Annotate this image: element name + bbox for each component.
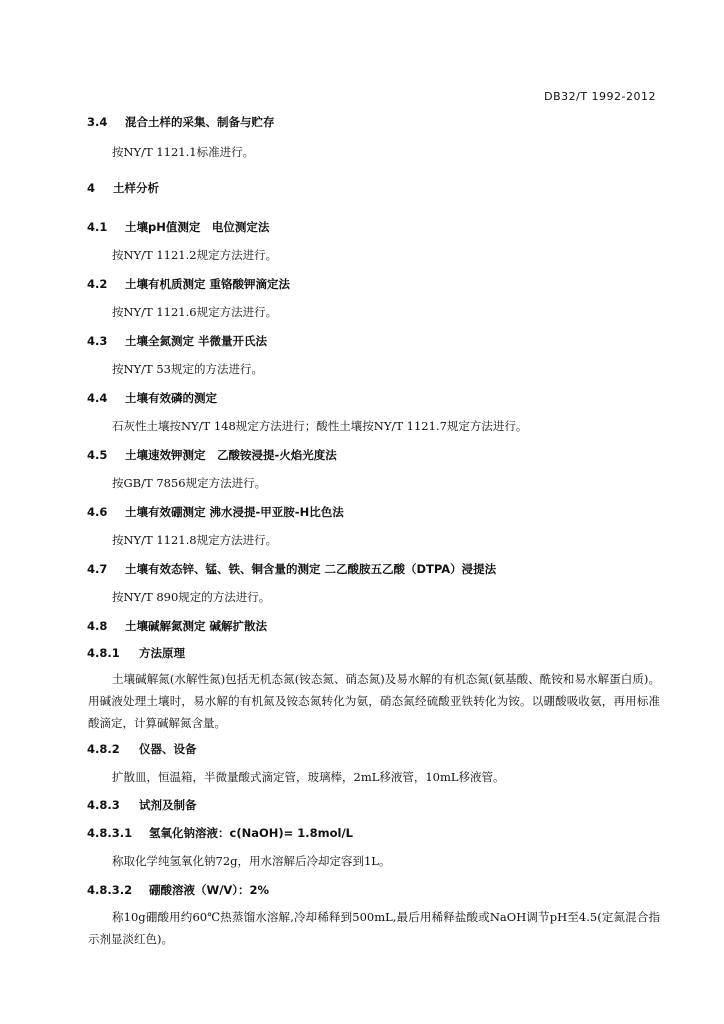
section-heading-4-4: [87, 390, 217, 406]
section-heading-4-8: [87, 618, 267, 634]
section-number: 4: [87, 181, 96, 195]
section-heading-4: [87, 180, 159, 196]
section-number: 4.4: [87, 391, 108, 405]
section-title: 试剂及制备: [139, 798, 197, 812]
section-body-4-3: 按NY/T 53规定的方法进行。: [112, 362, 263, 376]
section-number: 4.2: [87, 277, 108, 291]
section-heading-4-8-3-2: [87, 882, 269, 898]
document-code: DB32/T 1992-2012: [544, 90, 656, 103]
section-heading-4-8-3: [87, 797, 197, 813]
section-body-4-6: 按NY/T 1121.8规定方法进行。: [112, 533, 278, 547]
section-body-4-2: 按NY/T 1121.6规定方法进行。: [112, 305, 278, 319]
section-body-4-8-3-1: 称取化学纯氢氧化钠72g，用水溶解后冷却定容到1L。: [112, 854, 391, 868]
section-body-4-5: 按GB/T 7856规定方法进行。: [112, 476, 267, 490]
section-title: 硼酸溶液（W/V）：2%: [149, 883, 270, 897]
section-heading-4-7: [87, 561, 496, 577]
section-title: 土壤速效钾测定 乙酸铵浸提-火焰光度法: [125, 448, 337, 462]
section-heading-4-8-1: [87, 645, 185, 661]
section-title: 土壤全氮测定 半微量开氏法: [125, 334, 268, 348]
section-title: 土壤有效磷的测定: [125, 391, 218, 405]
section-title: 氢氧化钠溶液：c(NaOH)= 1.8mol/L: [149, 826, 353, 840]
section-number: 4.7: [87, 562, 108, 576]
section-number: 4.1: [87, 220, 108, 234]
section-body-3-4: 按NY/T 1121.1标准进行。: [112, 145, 255, 159]
section-number: 3.4: [87, 115, 108, 129]
section-heading-4-5: [87, 447, 337, 463]
section-heading-4-8-2: [87, 741, 197, 757]
section-title: 土壤有机质测定 重铬酸钾滴定法: [125, 277, 291, 291]
section-body-4-1: 按NY/T 1121.2规定方法进行。: [112, 248, 278, 262]
section-title: 土壤碱解氮测定 碱解扩散法: [125, 619, 268, 633]
section-body-4-8-3-2: 称10g硼酸用约60℃热蒸馏水溶解,冷却稀释到500mL,最后用稀释盐酸或NaOH调节pH至4.5(定氮混合指示剂显淡红色)。: [88, 910, 660, 946]
section-title: 仪器、设备: [139, 742, 197, 756]
section-number: 4.8.1: [87, 646, 120, 660]
section-number: 4.8.2: [87, 742, 120, 756]
section-number: 4.8: [87, 619, 108, 633]
section-number: 4.3: [87, 334, 108, 348]
section-body-4-8-2: 扩散皿，恒温箱，半微量酸式滴定管，玻璃棒，2mL移液管，10mL移液管。: [112, 770, 505, 784]
section-title: 方法原理: [139, 646, 186, 660]
section-heading-4-8-3-1: [87, 825, 353, 841]
section-heading-4-6: [87, 504, 344, 520]
section-body-4-8-1: 土壤碱解氮(水解性氮)包括无机态氮(铵态氮、硝态氮)及易水解的有机态氮(氨基酸、酰铵和易水解蛋白质)。用碱液处理土壤时，易水解的有机氮及铵态氮转化为氨，硝态氮经硫酸亚铁转化为铵。以硼酸吸收氨，再用标准酸滴定，计算碱解氮含量。: [88, 672, 660, 730]
section-title: 土壤有效硼测定 沸水浸提-甲亚胺-H比色法: [125, 505, 344, 519]
section-body-4-4: 石灰性土壤按NY/T 148规定方法进行；酸性土壤按NY/T 1121.7规定方法进行。: [112, 419, 528, 433]
section-title: 混合土样的采集、制备与贮存: [125, 115, 275, 129]
section-title: 土壤pH值测定 电位测定法: [125, 220, 270, 234]
section-number: 4.8.3.1: [87, 826, 133, 840]
section-number: 4.6: [87, 505, 108, 519]
section-title: 土样分析: [113, 181, 160, 195]
section-heading-3-4: [87, 114, 275, 130]
section-heading-4-3: [87, 333, 267, 349]
section-heading-4-2: [87, 276, 290, 292]
section-number: 4.8.3.2: [87, 883, 133, 897]
section-number: 4.5: [87, 448, 108, 462]
section-title: 土壤有效态锌、锰、铁、铜含量的测定 二乙酸胺五乙酸（DTPA）浸提法: [125, 562, 497, 576]
section-number: 4.8.3: [87, 798, 120, 812]
section-heading-4-1: [87, 219, 269, 235]
section-body-4-7: 按NY/T 890规定的方法进行。: [112, 590, 271, 604]
